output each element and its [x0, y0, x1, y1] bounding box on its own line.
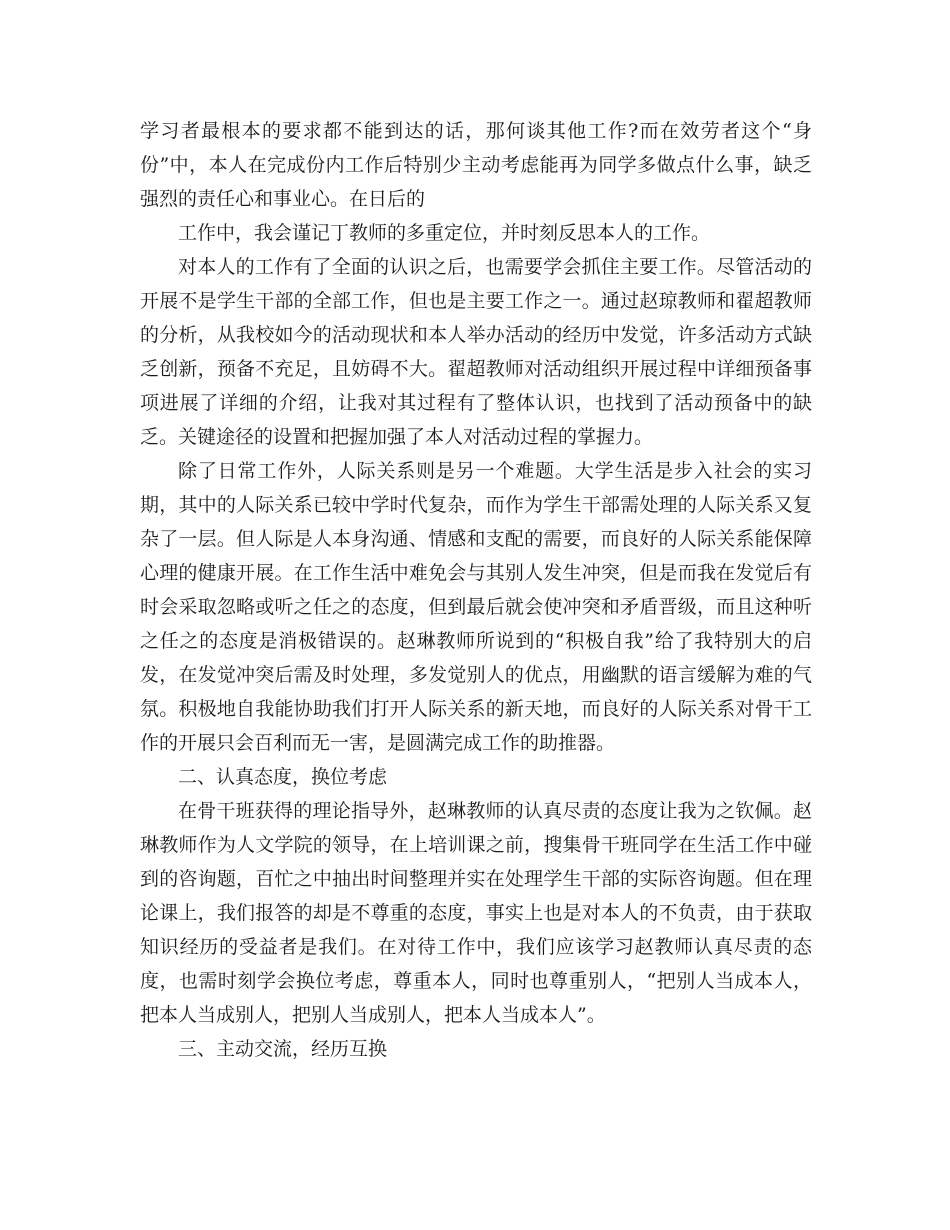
section-heading-2: 二、认真态度，换位考虑 — [178, 766, 388, 788]
section-heading-3: 三、主动交流，经历互换 — [178, 1038, 388, 1060]
paragraph-attitude: 在骨干班获得的理论指导外，赵琳教师的认真尽责的态度让我为之钦佩。赵琳教师作为人文学院的领导，在上培训课之前，搜集骨干班同学在生活工作中碰到的咨询题，百忙之中抽出时间整理并实在处理学生干部的实际咨询题。但在理论课上，我们报答的却是不尊重的态度，事实上也是对本人的不负责，由于获取知识经历的受益者是我们。在对待工作中，我们应该学习赵教师认真尽责的态度，也需时刻学会换位考虑，尊重本人，同时也尊重别人，“把别人当成本人，把本人当成别人，把别人当成别人，把本人当成本人”。 — [140, 800, 812, 1026]
paragraph-relationships: 除了日常工作外，人际关系则是另一个难题。大学生活是步入社会的实习期，其中的人际关系已较中学时代复杂，而作为学生干部需处理的人际关系又复杂了一层。但人际是人本身沟通、情感和支配的需要，而良好的人际关系能保障心理的健康开展。在工作生活中难免会与其别人发生冲突，但是而我在发觉后有时会采取忽略或听之任之的态度，但到最后就会使冲突和矛盾晋级，而且这种听之任之的态度是消极错误的。赵琳教师所说到的“积极自我”给了我特别大的启发，在发觉冲突后需及时处理，多发觉别人的优点，用幽默的语言缓解为难的气氛。积极地自我能协助我们打开人际关系的新天地，而良好的人际关系对骨干工作的开展只会百利而无一害，是圆满完成工作的助推器。 — [140, 460, 812, 754]
document-page — [140, 114, 812, 1066]
paragraph-continuation: 学习者最根本的要求都不能到达的话，那何谈其他工作?而在效劳者这个“身份”中，本人在完成份内工作后特别少主动考虑能再为同学多做点什么事，缺乏强烈的责任心和事业心。在日后的 — [140, 120, 812, 210]
paragraph-main-work: 对本人的工作有了全面的认识之后，也需要学会抓住主要工作。尽管活动的开展不是学生干部的全部工作，但也是主要工作之一。通过赵琼教师和翟超教师的分析，从我校如今的活动现状和本人举办活动的经历中发觉，许多活动方式缺乏创新，预备不充足，且妨碍不大。翟超教师对活动组织开展过程中详细预备事项进展了详细的介绍，让我对其过程有了整体认识，也找到了活动预备中的缺乏。关键途径的设置和把握加强了本人对活动过程的掌握力。 — [140, 256, 812, 448]
paragraph-reflection: 工作中，我会谨记丁教师的多重定位，并时刻反思本人的工作。 — [178, 222, 711, 244]
